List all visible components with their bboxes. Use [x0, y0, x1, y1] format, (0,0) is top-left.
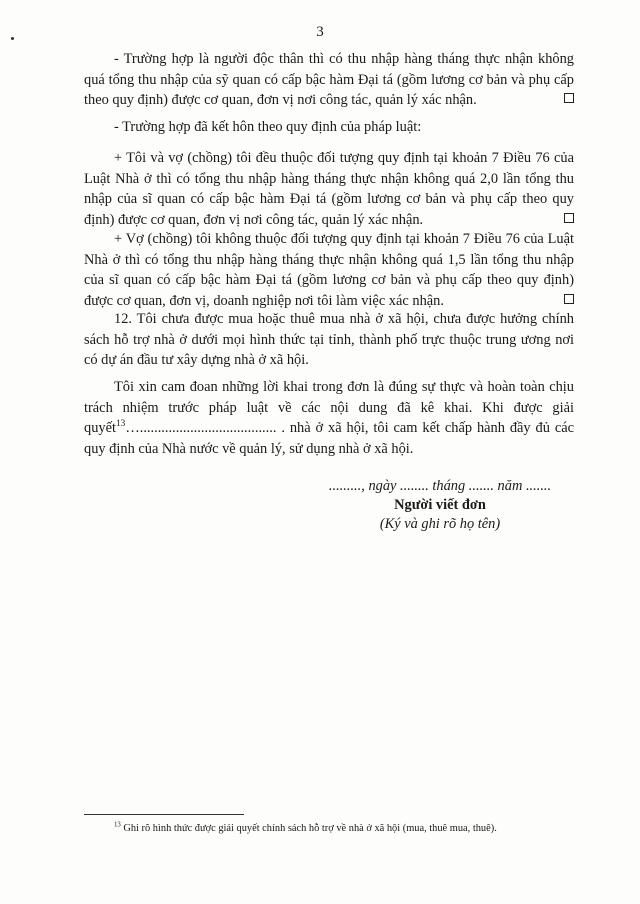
footnote-divider: [84, 814, 244, 815]
footnote-number: 13: [114, 821, 121, 829]
paragraph-married: - Trường hợp đã kết hôn theo quy định của pháp luật:: [114, 119, 422, 135]
footnote-text: Ghi rõ hình thức được giải quyết chính sách hỗ trợ về nhà ở xã hội (mua, thuê mua, thuê).: [123, 823, 497, 834]
paragraph-option-both-eligible: [84, 148, 574, 230]
footnote-reference: 13: [115, 419, 126, 430]
signature-note: (Ký và ghi rõ họ tên): [379, 516, 501, 532]
paragraph-text: + Vợ (chồng) tôi không thuộc đối tượng quy định tại khoản 7 Điều 76 của Luật Nhà ở thì có tổng thu nhập hàng tháng thực nhận không quá 1,5 lần tổng thu nhập của sĩ quan có cấp bậc hàm Đại tá (gồm lương cơ bản và phụ cấp theo quy định) được cơ quan, đơn vị, doanh nghiệp nơi tôi làm việc xác nhận.: [84, 231, 574, 309]
paragraph-single-income: [84, 49, 574, 111]
paragraph-text: + Tôi và vợ (chồng) tôi đều thuộc đối tượng quy định tại khoản 7 Điều 76 của Luật Nhà ở thì có tổng thu nhập hàng tháng thực nhận không quá 2,0 lần tổng thu nhập của sĩ quan có cấp bậc hàm Đại tá (gồm lương cơ bản và phụ cấp theo quy định) được cơ quan, đơn vị nơi công tác, quản lý xác nhận.: [84, 150, 574, 228]
signature-title: Người viết đơn: [394, 497, 486, 513]
pledge-text-after: …...................................... . nhà ở xã hội, tôi cam kết chấp hành đầy đủ các quy định của Nhà nước về quản lý, sử dụng nhà ở xã hội.: [84, 420, 574, 457]
paragraph-item-12: 12. Tôi chưa được mua hoặc thuê mua nhà ở xã hội, chưa được hưởng chính sách hỗ trợ nhà ở dưới mọi hình thức tại tỉnh, thành phố trực thuộc trung ương nơi có dự án đầu tư xây dựng nhà ở xã hội.: [84, 311, 574, 368]
signature-date-line: ........., ngày ........ tháng ....... năm .......: [328, 478, 552, 494]
pledge-text-before: Tôi xin cam đoan những lời khai trong đơn là đúng sự thực và hoàn toàn chịu trách nhiệm trước pháp luật về các nội dung đã kê khai. Khi được giải quyết: [84, 379, 574, 436]
paragraph-text: - Trường hợp là người độc thân thì có thu nhập hàng tháng thực nhận không quá tổng thu nhập của sỹ quan có cấp bậc hàm Đại tá (gồm lương cơ bản và phụ cấp theo quy định) được cơ quan, đơn vị nơi công tác, quản lý xác nhận.: [84, 51, 574, 108]
paragraph-pledge: [84, 377, 574, 459]
page-number: 3: [316, 24, 324, 40]
checkbox[interactable]: [564, 294, 574, 304]
checkbox[interactable]: [564, 93, 574, 103]
paragraph-option-spouse-not-eligible: [84, 229, 574, 311]
checkbox[interactable]: [564, 213, 574, 223]
footnote: [114, 822, 574, 836]
